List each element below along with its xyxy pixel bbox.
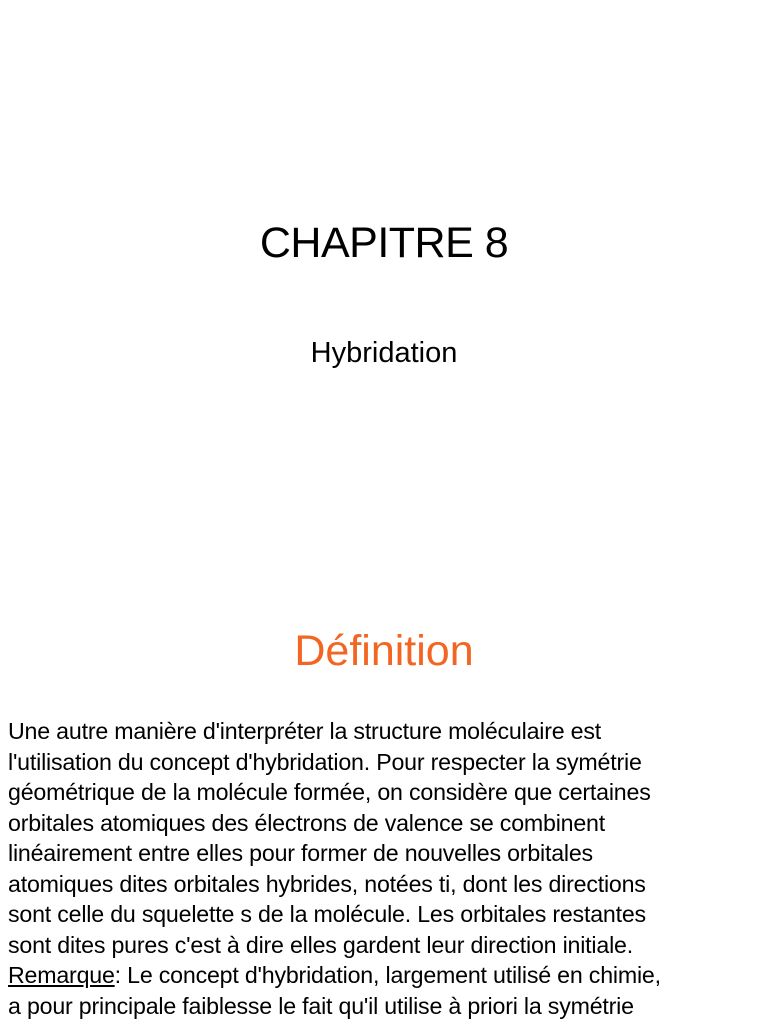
paragraph-line: sont dites pures c'est à dire elles gardent leur direction initiale. [8, 931, 633, 958]
definition-heading: Définition [294, 627, 474, 675]
paragraph-line: géométrique de la molécule formée, on considère que certaines [8, 779, 651, 805]
paragraph-line: atomiques dites orbitales hybrides, notées ti, dont les directions [8, 870, 646, 897]
paragraph-line: l'utilisation du concept d'hybridation. Pour respecter la symétrie [8, 748, 642, 775]
paragraph-line: linéairement entre elles pour former de nouvelles orbitales [8, 840, 593, 866]
definition-paragraph [8, 716, 764, 1021]
remark-label: Remarque [8, 962, 115, 988]
remark-line [8, 960, 764, 991]
remark-text: : Le concept d'hybridation, largement utilisé en chimie, [114, 962, 661, 988]
paragraph-line: Une autre manière d'interpréter la structure moléculaire est [8, 718, 602, 744]
chapter-title: CHAPITRE 8 [259, 219, 509, 267]
remark-line-continued: a pour principale faiblesse le fait qu'il utilise à priori la symétrie [8, 992, 634, 1019]
paragraph-line: orbitales atomiques des électrons de valence se combinent [8, 809, 605, 836]
chapter-subtitle: Hybridation [310, 337, 458, 369]
paragraph-line: sont celle du squelette s de la molécule. Les orbitales restantes [8, 901, 646, 927]
